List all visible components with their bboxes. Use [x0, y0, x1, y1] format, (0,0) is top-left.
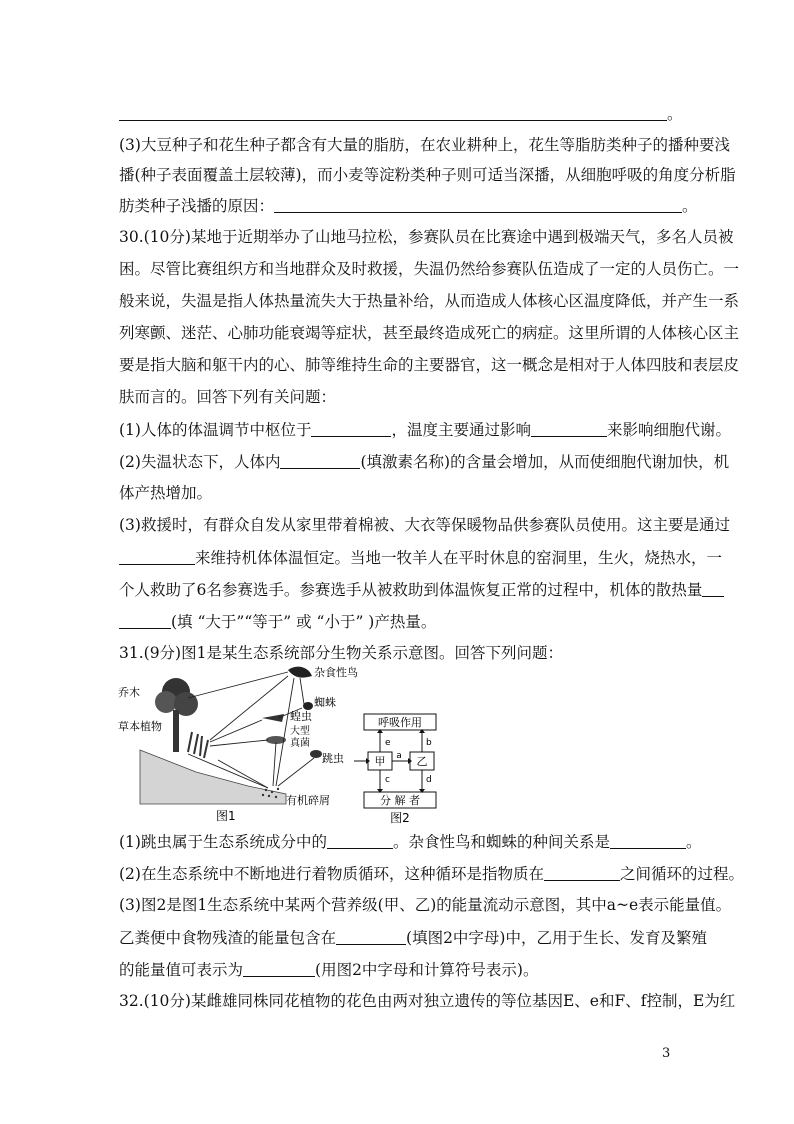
answer-blank	[243, 962, 315, 977]
q30-line6: 肤而言的。回答下列有关问题：	[119, 388, 337, 406]
q32-line1: 32.(10分)某雌雄同株同花植物的花色由两对独立遗传的等位基因E、e和F、f控制，E为红	[119, 992, 736, 1010]
label-jumper: 跳虫	[322, 752, 344, 765]
figure-2-caption: 图2	[390, 811, 410, 825]
label-spider: 蜘蛛	[314, 696, 336, 709]
answer-blank	[311, 422, 391, 437]
q30-sub3-line1: (3)救援时，有群众自发从家里带着棉被、大衣等保暖物品供参赛队员使用。这主要是通过	[119, 516, 730, 534]
label-decomposer: 分 解 者	[380, 794, 420, 807]
q30-line2: 困。尽管比赛组织方和当地群众及时救援，失温仍然给参赛队伍造成了一定的人员伤亡。一	[119, 260, 740, 278]
label-d: d	[426, 775, 432, 785]
q31-sub3-line1: (3)图2是图1生态系统中某两个营养级(甲、乙)的能量流动示意图，其中a~e表示能量值。	[119, 896, 732, 914]
answer-blank	[119, 106, 667, 121]
q31-sub3-line3: 的能量值可表示为 (用图2中字母和计算符号表示)。	[119, 961, 539, 979]
page-number: 3	[662, 1046, 671, 1061]
figure-1	[118, 662, 358, 824]
q30-line1: 30.(10分)某地于近期举办了山地马拉松，参赛队员在比赛途中遇到极端天气，多名人员被	[119, 228, 734, 246]
answer-blank	[280, 454, 360, 469]
label-a: a	[396, 751, 402, 761]
label-tree: 乔木	[118, 686, 140, 699]
answer-blank	[119, 614, 171, 629]
figure-2	[352, 712, 452, 824]
label-grass: 草本植物	[118, 720, 162, 733]
q30-sub1: (1)人体的体温调节中枢位于 ，温度主要通过影响 来影响细胞代谢。	[119, 421, 731, 439]
q30-sub2: (2)失温状态下，人体内 (填激素名称)的含量会增加，从而使细胞代谢加快，机	[119, 453, 730, 471]
spider-shape	[303, 702, 313, 710]
q31-sub3-line2: 乙粪便中食物残渣的能量包含在 (填图2中字母)中，乙用于生长、发育及繁殖	[119, 929, 707, 947]
label-locust: 蝗虫	[290, 710, 312, 723]
answer-blank	[544, 866, 620, 881]
q30-sub2-cont: 体产热增加。	[119, 484, 213, 502]
continuation-line	[119, 106, 683, 123]
answer-blank	[531, 422, 607, 437]
q30-line3: 般来说，失温是指人体热量流失大于热量补给，从而造成人体核心区温度降低，并产生一系	[119, 292, 740, 310]
label-yi: 乙	[416, 755, 428, 768]
label-jia: 甲	[374, 755, 386, 768]
q31-sub1: (1)跳虫属于生态系统成分中的 。杂食性鸟和蜘蛛的种间关系是 。	[119, 833, 702, 851]
label-b: b	[426, 738, 432, 748]
label-bird: 杂食性鸟	[314, 666, 358, 679]
answer-blank	[610, 834, 686, 849]
q29-3-line2: 播(种子表面覆盖土层较薄)，而小麦等淀粉类种子则可适当深播，从细胞呼吸的角度分析脂	[119, 166, 736, 184]
period: 。	[667, 105, 683, 123]
q31-sub2: (2)在生态系统中不断地进行着物质循环，这种循环是指物质在 之间循环的过程。	[119, 865, 744, 883]
q30-line4: 列寒颤、迷茫、心肺功能衰竭等症状，甚至最终造成死亡的病症。这里所谓的人体核心区主	[119, 324, 740, 342]
label-c: c	[385, 775, 390, 785]
label-e: e	[385, 738, 391, 748]
q29-3-line3: 肪类种子浅播的原因： 。	[119, 197, 698, 215]
jumper-shape	[310, 750, 322, 758]
q30-line5: 要是指大脑和躯干内的心、肺等维持生命的主要器官，这一概念是相对于人体四肢和表层皮	[119, 356, 740, 374]
answer-blank	[327, 834, 393, 849]
label-respiration: 呼吸作用	[378, 716, 422, 729]
figure-1-caption: 图1	[216, 809, 236, 823]
answer-blank	[274, 198, 682, 213]
label-fungi-1: 大型	[290, 726, 310, 737]
label-fungi-2: 真菌	[290, 738, 310, 749]
answer-blank	[702, 582, 724, 597]
tree-trunk	[173, 710, 179, 752]
q30-sub3-line4: (填 “大于”“等于” 或 “小于” )产热量。	[119, 614, 436, 631]
label-debris: 有机碎屑	[286, 794, 330, 807]
q30-sub3-line2: 来维持机体体温恒定。当地一牧羊人在平时休息的窑洞里，生火，烧热水，一	[119, 550, 722, 567]
answer-blank	[336, 930, 406, 945]
answer-blank	[119, 550, 195, 565]
q30-sub3-line3: 个人救助了6名参赛选手。参赛选手从被救助到体温恢复正常的过程中，机体的散热量	[119, 582, 724, 599]
q31-intro: 31.(9分)图1是某生态系统部分生物关系示意图。回答下列问题：	[119, 644, 563, 662]
q29-3-line1: (3)大豆种子和花生种子都含有大量的脂肪，在农业耕种上，花生等脂肪类种子的播种要浅	[119, 136, 730, 154]
